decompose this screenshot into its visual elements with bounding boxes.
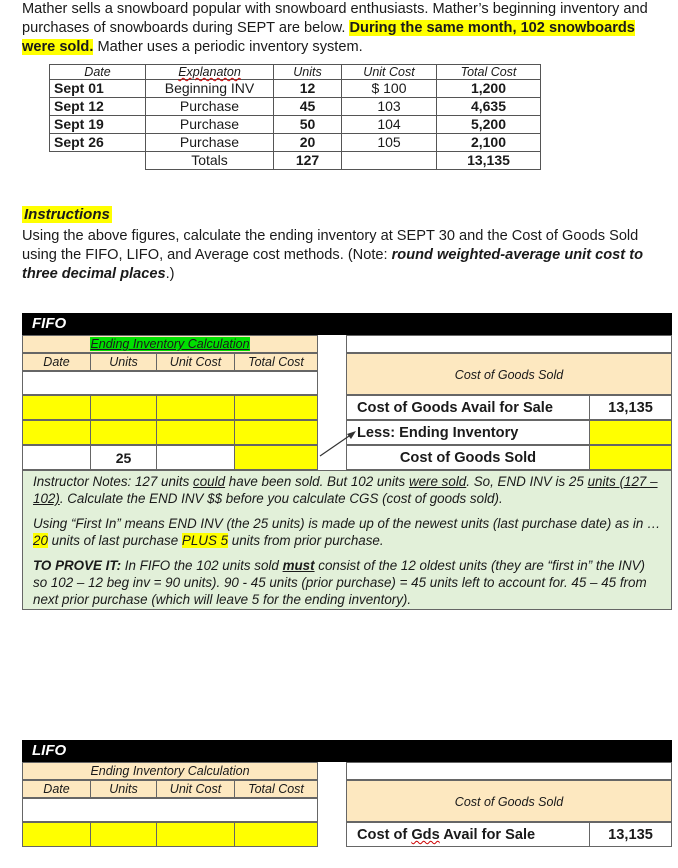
fifo-blank-row — [22, 371, 318, 395]
cell-units: 50 — [274, 116, 342, 134]
notes-paragraph: TO PROVE IT: In FIFO the 102 units sold must consist of the 12 oldest units (they are “first in” the INV) so 102 – 12 beg inv = 90 units). 90 - 45 units (prior purchase) = 45 units left to account for. 45 – 45 from next prior purchase (which will leave 5 for the ending inventory). — [33, 558, 647, 607]
instructions-text: Using the above figures, calculate the ending inventory at SEPT 30 and the Cost of Goods Sold using the FIFO, LIFO, and Average cost methods. (Note: round weighted-average unit cost to three decimal places.) — [22, 228, 643, 282]
table-header-row — [50, 65, 541, 80]
instructions-title: Instructions — [24, 206, 110, 223]
fifo-input-units[interactable] — [90, 420, 157, 445]
lifo-col-total-cost: Total Cost — [234, 780, 318, 798]
intro-text: Mather sells a snowboard popular with snowboard enthusiasts. Mather’s beginning inventory and purchases of snowboards during SEPT are below. — [22, 1, 648, 36]
lifo-right-blank — [346, 762, 672, 780]
cell-units: 12 — [274, 80, 342, 98]
fifo-total-date — [22, 445, 91, 470]
totals-label: Totals — [146, 152, 274, 170]
fifo-input-cogs[interactable] — [589, 445, 672, 470]
fifo-ending-inv-title-cell — [22, 335, 318, 353]
cell-unit-cost: 104 — [342, 116, 437, 134]
cell-explanation: Beginning INV — [146, 80, 274, 98]
lifo-col-date: Date — [22, 780, 91, 798]
cell-unit-cost: 105 — [342, 134, 437, 152]
fifo-input-units[interactable] — [90, 395, 157, 420]
cell-explanation: Purchase — [146, 116, 274, 134]
fifo-total-unit-cost — [156, 445, 235, 470]
table-row — [50, 134, 541, 152]
cell-total-cost: 4,635 — [437, 98, 541, 116]
lifo-input-date[interactable] — [22, 822, 91, 847]
fifo-right-blank — [346, 335, 672, 353]
totals-cost: 13,135 — [437, 152, 541, 170]
intro-highlight: During the same month, 102 snowboards were sold. — [22, 20, 635, 55]
cell-unit-cost: $ 100 — [342, 80, 437, 98]
arrow-icon — [318, 425, 358, 460]
cell-total-cost: 1,200 — [437, 80, 541, 98]
totals-row — [50, 152, 541, 170]
lifo-blank-row — [22, 798, 318, 822]
fifo-col-unit-cost: Unit Cost — [156, 353, 235, 371]
cell-unit-cost: 103 — [342, 98, 437, 116]
fifo-title-bar: FIFO — [22, 313, 672, 335]
fifo-cogs-header: Cost of Goods Sold — [346, 353, 672, 395]
fifo-input-total-cost[interactable] — [234, 420, 318, 445]
lifo-input-unit-cost[interactable] — [156, 822, 235, 847]
fifo-input-date[interactable] — [22, 420, 91, 445]
fifo-input-total-cost[interactable] — [234, 395, 318, 420]
fifo-input-unit-cost[interactable] — [156, 420, 235, 445]
lifo-cogs-header: Cost of Goods Sold — [346, 780, 672, 822]
col-header-units: Units — [274, 65, 342, 80]
table-row — [50, 80, 541, 98]
col-header-explanation: Explanaton — [146, 65, 274, 80]
cell-explanation: Purchase — [146, 98, 274, 116]
cell-date: Sept 12 — [50, 98, 146, 116]
fifo-col-units: Units — [90, 353, 157, 371]
lifo-input-units[interactable] — [90, 822, 157, 847]
notes-paragraph: Instructor Notes: 127 units could have been sold. But 102 units were sold. So, END INV is 25 units (127 – 102). Calculate the END INV $$ before you calculate CGS (cost of goods sold). — [33, 474, 658, 506]
intro-text-end: Mather uses a periodic inventory system. — [97, 39, 363, 55]
cell-total-cost: 2,100 — [437, 134, 541, 152]
table-row — [50, 98, 541, 116]
lifo-title-bar: LIFO — [22, 740, 672, 762]
lifo-cogs-label: Cost of Gds Avail for Sale — [346, 822, 590, 847]
fifo-cogs-label: Cost of Goods Sold — [346, 445, 590, 470]
problem-intro — [22, 0, 662, 57]
lifo-cogs-avail-value: 13,135 — [589, 822, 672, 847]
inventory-table — [49, 64, 541, 170]
fifo-ending-inv-title: Ending Inventory Calculation — [90, 337, 250, 351]
cell-date: Sept 26 — [50, 134, 146, 152]
fifo-cogs-avail-value: 13,135 — [589, 395, 672, 420]
cell-date: Sept 19 — [50, 116, 146, 134]
cell-total-cost: 5,200 — [437, 116, 541, 134]
instructions-emphasis: round weighted-average unit cost to three decimal places — [22, 247, 643, 282]
fifo-units-total: 25 — [90, 445, 157, 470]
fifo-input-unit-cost[interactable] — [156, 395, 235, 420]
table-row — [50, 116, 541, 134]
fifo-col-total-cost: Total Cost — [234, 353, 318, 371]
cell-date: Sept 01 — [50, 80, 146, 98]
col-header-unit-cost: Unit Cost — [342, 65, 437, 80]
cell-explanation: Purchase — [146, 134, 274, 152]
lifo-ending-inv-title: Ending Inventory Calculation — [22, 762, 318, 780]
totals-units: 127 — [274, 152, 342, 170]
cell-units: 20 — [274, 134, 342, 152]
col-header-date: Date — [50, 65, 146, 80]
fifo-input-date[interactable] — [22, 395, 91, 420]
fifo-input-less-ending[interactable] — [589, 420, 672, 445]
fifo-cogs-label: Less: Ending Inventory — [346, 420, 590, 445]
lifo-col-units: Units — [90, 780, 157, 798]
fifo-cogs-label: Cost of Goods Avail for Sale — [346, 395, 590, 420]
col-header-total-cost: Total Cost — [437, 65, 541, 80]
lifo-input-total-cost[interactable] — [234, 822, 318, 847]
notes-paragraph: Using “First In” means END INV (the 25 units) is made up of the newest units (last purchase date) as in … 20 units of last purchase PLUS 5 units from prior purchase. — [33, 516, 661, 548]
fifo-col-date: Date — [22, 353, 91, 371]
fifo-input-ending-total[interactable] — [234, 445, 318, 470]
lifo-col-unit-cost: Unit Cost — [156, 780, 235, 798]
cell-units: 45 — [274, 98, 342, 116]
instructor-notes — [22, 470, 672, 610]
